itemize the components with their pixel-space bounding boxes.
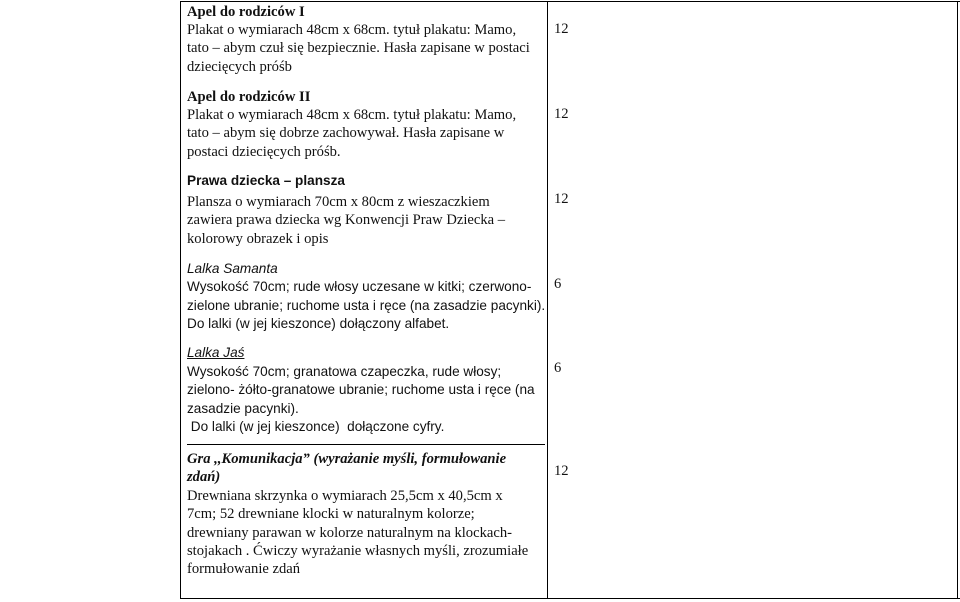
item-desc-line: dziecięcych próśb — [187, 58, 292, 75]
item-title: Prawa dziecka – plansza — [187, 173, 345, 188]
column-divider — [547, 1, 548, 599]
item-quantity: 6 — [554, 276, 562, 292]
item-title: Lalka Samanta — [187, 261, 278, 276]
item-desc-line: Plakat o wymiarach 48cm x 68cm. tytuł plakatu: Mamo, — [187, 107, 517, 124]
item-quantity: 12 — [554, 106, 569, 122]
item-desc-line: Plansza o wymiarach 70cm x 80cm z wieszaczkiem — [187, 194, 490, 211]
item-quantity: 12 — [554, 21, 569, 37]
item-quantity: 12 — [554, 191, 569, 207]
item-desc-line: tato – abym się dobrze zachowywał. Hasła zapisane w — [187, 125, 505, 142]
item-title: zdań) — [187, 469, 221, 486]
item-quantity: 6 — [554, 360, 562, 376]
item-prawa-dziecka — [187, 172, 547, 248]
row-divider — [187, 444, 545, 445]
item-desc-line: zielone ubranie; ruchome usta i ręce (na zasadzie pacynki). — [187, 297, 546, 313]
item-desc-line: tato – abym czuł się bezpiecznie. Hasła zapisane w postaci — [187, 40, 530, 57]
item-desc-line: 7cm; 52 drewniane klocki w naturalnym kolorze; — [187, 506, 475, 523]
item-desc-line: zasadzie pacynki). — [187, 400, 299, 416]
table-right-border — [957, 1, 958, 599]
item-desc-line: Wysokość 70cm; rude włosy uczesane w kitki; czerwono- — [187, 279, 532, 295]
item-desc-line: stojakach . Ćwiczy wyrażanie własnych myśli, zrozumiałe — [187, 543, 529, 560]
item-quantity: 12 — [554, 463, 569, 479]
table-left-border — [180, 1, 181, 599]
item-desc-line: zielono- żółto-granatowe ubranie; ruchome usta i ręce (na — [187, 382, 535, 398]
item-desc-line: Do lalki (w jej kieszonce) dołączone cyfry. — [187, 419, 445, 435]
table-top-border — [180, 1, 960, 2]
item-gra-komunikacja — [187, 450, 547, 579]
item-desc-line: Plakat o wymiarach 48cm x 68cm. tytuł plakatu: Mamo, — [187, 22, 517, 39]
item-title: Lalka Jaś — [187, 345, 245, 360]
item-title: Apel do rodziców II — [187, 89, 311, 105]
item-apel-2 — [187, 88, 547, 161]
item-apel-1 — [187, 3, 547, 76]
item-desc-line: kolorowy obrazek i opis — [187, 230, 329, 247]
item-lalka-samanta — [187, 260, 547, 334]
item-desc-line: Do lalki (w jej kieszonce) dołączony alfabet. — [187, 316, 450, 332]
item-desc-line: drewniany parawan w kolorze naturalnym na klockach- — [187, 524, 512, 541]
item-title: Apel do rodziców I — [187, 4, 305, 20]
item-title: Gra ,,Komunikacja” (wyrażanie myśli, formułowanie — [187, 451, 507, 467]
item-desc-line: postaci dziecięcych próśb. — [187, 143, 341, 160]
item-desc-line: Wysokość 70cm; granatowa czapeczka, rude włosy; — [187, 363, 502, 379]
item-lalka-jas — [187, 344, 547, 437]
table-bottom-border — [180, 598, 960, 599]
item-desc-line: formułowanie zdań — [187, 561, 301, 578]
item-desc-line: Drewniana skrzynka o wymiarach 25,5cm x 40,5cm x — [187, 487, 503, 504]
item-desc-line: zawiera prawa dziecka wg Konwencji Praw Dziecka – — [187, 212, 506, 229]
